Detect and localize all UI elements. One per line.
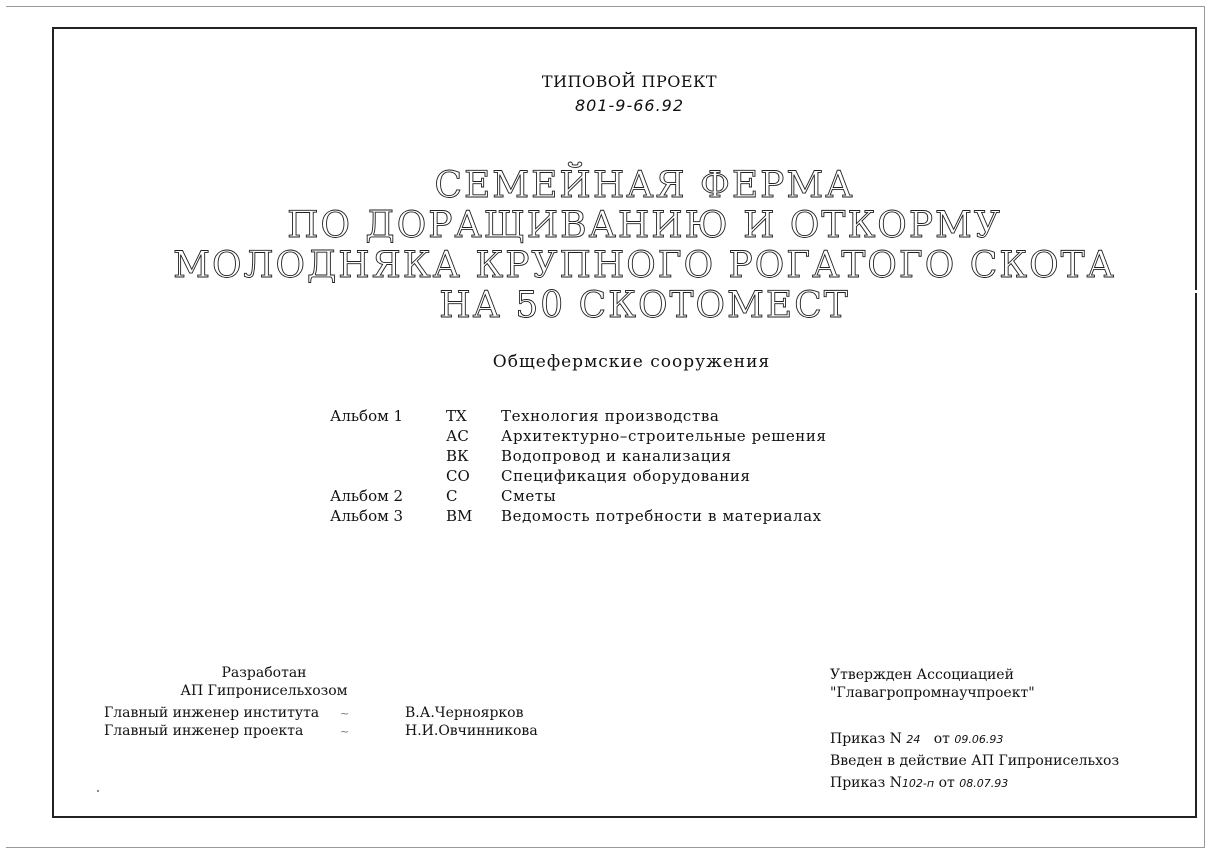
signature-mark: ~ [340, 725, 350, 738]
chief-engineer-institute-label: Главный инженер института [104, 705, 320, 721]
album-description: Ведомость потребности в материалах [501, 507, 822, 525]
order-2-row [830, 774, 1119, 792]
order-2-date: 08.07.93 [959, 777, 1009, 790]
album-description: Водопровод и канализация [501, 447, 732, 465]
title-line-1: СЕМЕЙНАЯ ФЕРМА [434, 165, 855, 206]
order-2-number: 102-п [901, 777, 935, 790]
effective-text: Введен в действие АП Гипронисельхоз [830, 753, 1120, 769]
chief-engineer-project-label: Главный инженер проекта [104, 723, 304, 739]
album-row [330, 426, 827, 446]
album-code: ВМ [446, 507, 473, 525]
album-row [330, 506, 827, 526]
album-code: ТХ [446, 407, 467, 425]
order-2-from: от [938, 775, 955, 791]
album-name: Альбом 3 [330, 507, 404, 525]
album-description: Сметы [501, 487, 557, 505]
title-line-3: МОЛОДНЯКА КРУПНОГО РОГАТОГО СКОТА [173, 245, 1116, 286]
album-row [330, 466, 827, 486]
album-description: Спецификация оборудования [501, 467, 751, 485]
signature-mark: ~ [340, 707, 350, 720]
frame-gap-mark [1194, 290, 1198, 293]
order-1-number: 24 [906, 733, 921, 746]
album-row [330, 406, 827, 426]
project-number: 801-9-66.92 [574, 96, 685, 115]
album-name: Альбом 2 [330, 487, 404, 505]
chief-engineer-institute-row [104, 704, 538, 722]
order-1-from: от [933, 731, 950, 747]
album-name: Альбом 1 [330, 407, 404, 425]
album-list [330, 406, 827, 526]
album-description: Технология производства [501, 407, 720, 425]
document-title [0, 166, 1211, 326]
title-line-2: ПО ДОРАЩИВАНИЮ И ОТКОРМУ [287, 205, 1002, 246]
album-code: СО [446, 467, 470, 485]
approval-block [830, 666, 1119, 792]
title-line-4: НА 50 СКОТОМЕСТ [439, 285, 850, 326]
developer-organization: АП Гипронисельхозом [180, 683, 348, 699]
chief-engineer-institute-name: В.А.Черноярков [405, 705, 524, 721]
document-subtitle: Общефермские сооружения [492, 352, 771, 372]
scan-speck [97, 790, 99, 792]
developer-block [104, 664, 538, 740]
order-1-date: 09.06.93 [954, 733, 1004, 746]
order-2-label: Приказ N [830, 775, 902, 791]
association-name: "Главагропромнаучпроект" [830, 685, 1035, 701]
developed-label: Разработан [221, 665, 307, 681]
approved-by-label: Утвержден Ассоциацией [830, 667, 1014, 683]
chief-engineer-project-name: Н.И.Овчинникова [405, 723, 538, 739]
order-1-row [830, 730, 1119, 748]
album-description: Архитектурно–строительные решения [501, 427, 827, 445]
album-row [330, 446, 827, 466]
spacer [830, 702, 1119, 722]
album-code: ВК [446, 447, 469, 465]
album-code: С [446, 487, 458, 505]
type-project-label: ТИПОВОЙ ПРОЕКТ [541, 72, 718, 91]
order-1-label: Приказ N [830, 731, 902, 747]
album-code: АС [446, 427, 469, 445]
chief-engineer-project-row [104, 722, 538, 740]
album-row [330, 486, 827, 506]
